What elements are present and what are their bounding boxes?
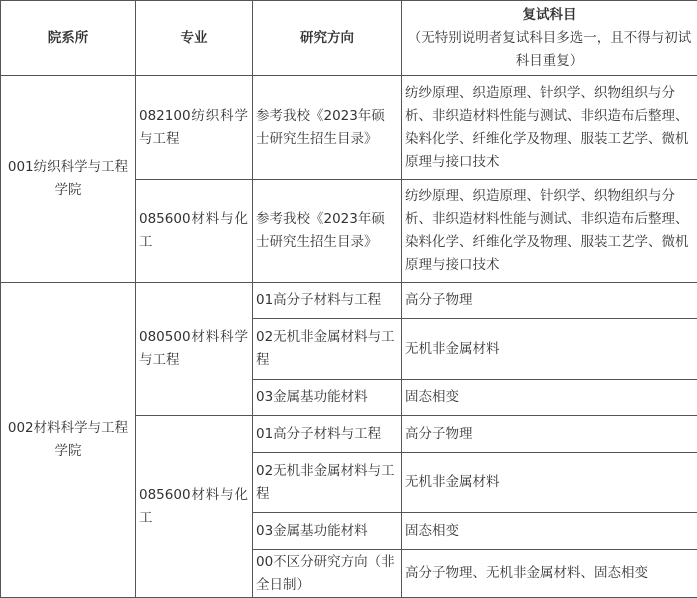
header-direction: 研究方向 bbox=[253, 1, 402, 76]
header-subjects bbox=[402, 1, 697, 76]
direction-cell: 参考我校《2023年硕士研究生招生目录》 bbox=[253, 180, 402, 283]
direction-cell: 03金属基功能材料 bbox=[253, 380, 402, 416]
major-cell: 085600材料与化工 bbox=[136, 416, 253, 598]
direction-cell: 03金属基功能材料 bbox=[253, 513, 402, 550]
direction-cell: 02无机非金属材料与工程 bbox=[253, 453, 402, 513]
direction-cell: 00不区分研究方向（非全日制） bbox=[253, 550, 402, 598]
direction-cell: 参考我校《2023年硕士研究生招生目录》 bbox=[253, 76, 402, 180]
table-row bbox=[1, 283, 697, 319]
subjects-cell: 固态相变 bbox=[402, 513, 697, 550]
direction-cell: 02无机非金属材料与工程 bbox=[253, 319, 402, 380]
header-subjects-note: （无特别说明者复试科目多选一，且不得与初试科目重复） bbox=[402, 27, 697, 73]
subjects-cell: 高分子物理 bbox=[402, 283, 697, 319]
header-subjects-title: 复试科目 bbox=[402, 4, 697, 27]
subjects-cell: 高分子物理、无机非金属材料、固态相变 bbox=[402, 550, 697, 598]
subjects-cell: 高分子物理 bbox=[402, 416, 697, 453]
department-cell: 001纺织科学与工程学院 bbox=[1, 76, 136, 283]
subjects-cell: 纺纱原理、织造原理、针织学、织物组织与分析、非织造材料性能与测试、非织造布后整理、染料化学、纤维化学及物理、服装工艺学、微机原理与接口技术 bbox=[402, 180, 697, 283]
header-major: 专业 bbox=[136, 1, 253, 76]
direction-cell: 01高分子材料与工程 bbox=[253, 283, 402, 319]
table-row bbox=[1, 76, 697, 180]
subjects-cell: 纺纱原理、织造原理、针织学、织物组织与分析、非织造材料性能与测试、非织造布后整理、染料化学、纤维化学及物理、服装工艺学、微机原理与接口技术 bbox=[402, 76, 697, 180]
direction-cell: 01高分子材料与工程 bbox=[253, 416, 402, 453]
major-cell: 080500材料科学与工程 bbox=[136, 283, 253, 416]
header-department: 院系所 bbox=[1, 1, 136, 76]
department-cell: 002材料科学与工程学院 bbox=[1, 283, 136, 598]
subjects-cell: 固态相变 bbox=[402, 380, 697, 416]
major-cell: 085600材料与化工 bbox=[136, 180, 253, 283]
major-cell: 082100纺织科学与工程 bbox=[136, 76, 253, 180]
subjects-cell: 无机非金属材料 bbox=[402, 453, 697, 513]
subjects-cell: 无机非金属材料 bbox=[402, 319, 697, 380]
table-header-row bbox=[1, 1, 697, 76]
